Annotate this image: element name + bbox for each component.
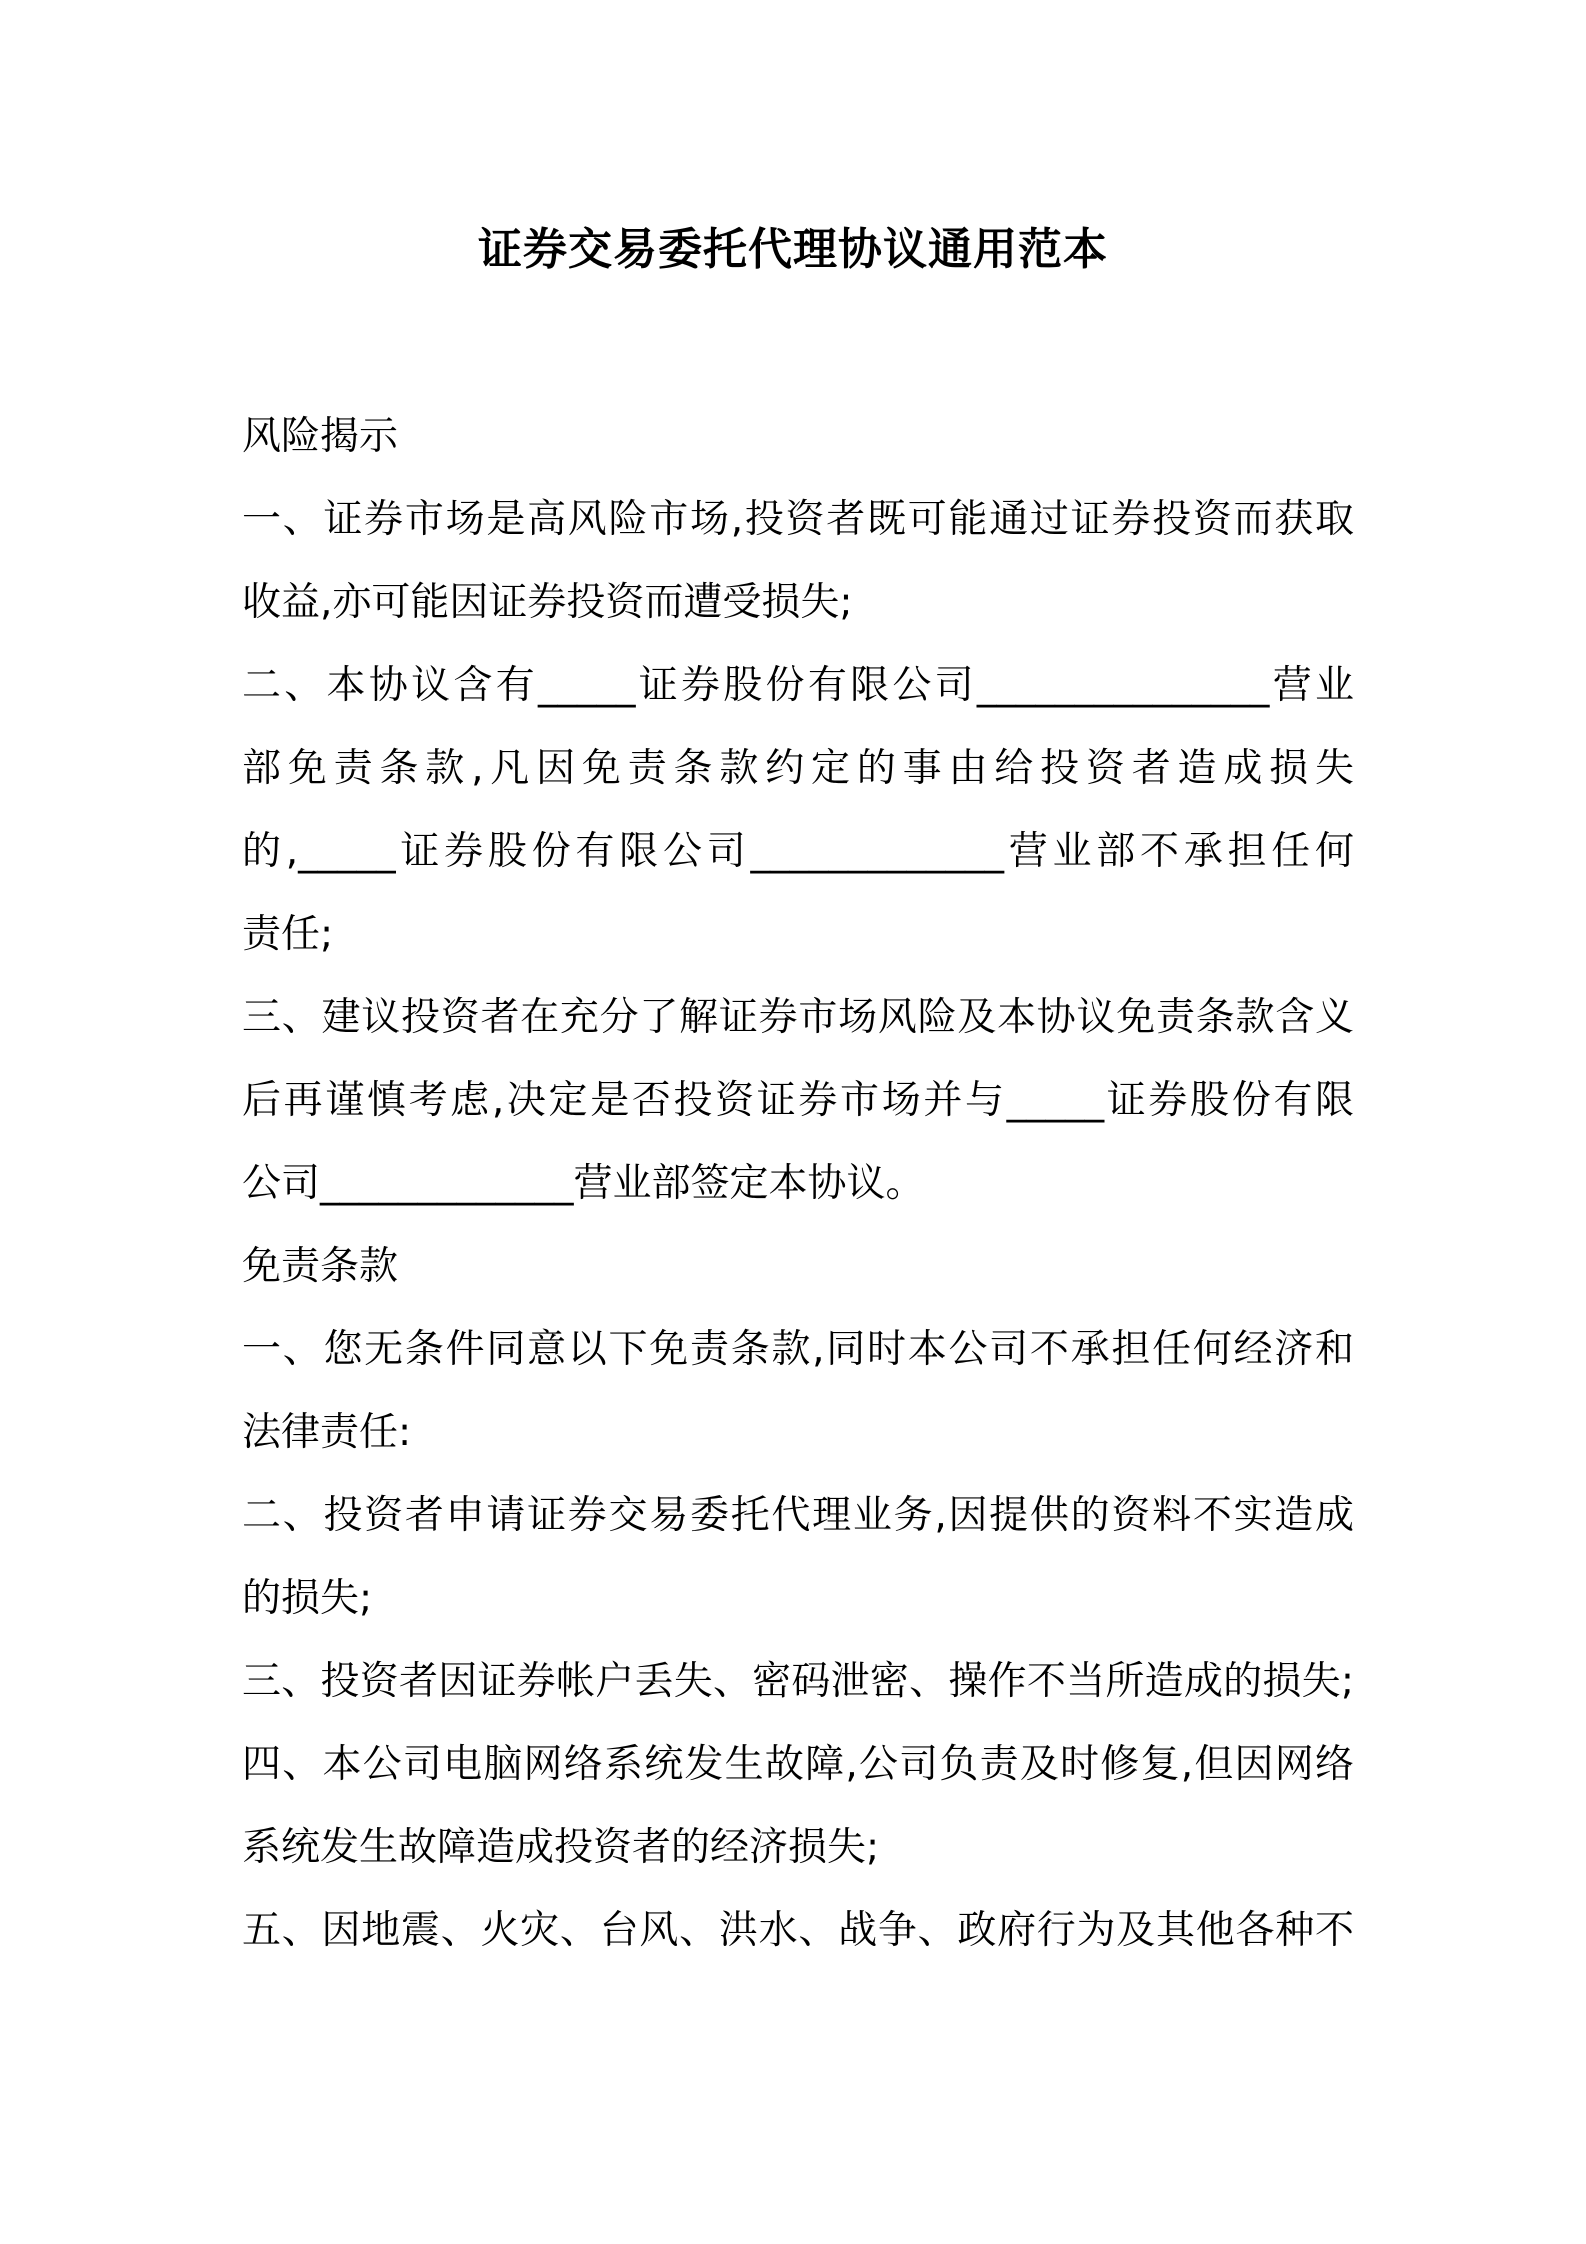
document-title: 证券交易委托代理协议通用范本 bbox=[478, 224, 1108, 275]
paragraph-line: 三、建议投资者在充分了解证券市场风险及本协议免责条款含义 bbox=[242, 995, 1354, 1040]
section-heading-disclaimer: 免责条款 bbox=[242, 1244, 399, 1289]
paragraph-line: 法律责任: bbox=[242, 1410, 412, 1455]
paragraph-line: 系统发生故障造成投资者的经济损失; bbox=[242, 1825, 880, 1870]
paragraph-line: 四、本公司电脑网络系统发生故障,公司负责及时修复,但因网络 bbox=[242, 1742, 1354, 1787]
section-heading-risk: 风险揭示 bbox=[242, 414, 399, 459]
paragraph-line: 二、本协议含有_____证券股份有限公司_______________营业 bbox=[242, 663, 1354, 708]
paragraph-line: 三、投资者因证券帐户丢失、密码泄密、操作不当所造成的损失; bbox=[242, 1659, 1354, 1704]
paragraph-line: 后再谨慎考虑,决定是否投资证券市场并与_____证券股份有限 bbox=[242, 1078, 1354, 1123]
document-body bbox=[242, 395, 1354, 1972]
paragraph-line: 收益,亦可能因证券投资而遭受损失; bbox=[242, 580, 853, 625]
paragraph-line: 二、投资者申请证券交易委托代理业务,因提供的资料不实造成 bbox=[242, 1493, 1354, 1538]
paragraph-line: 的,_____证券股份有限公司_____________营业部不承担任何 bbox=[242, 829, 1354, 874]
paragraph-line: 一、证券市场是高风险市场,投资者既可能通过证券投资而获取 bbox=[242, 497, 1354, 542]
paragraph-line: 五、因地震、火灾、台风、洪水、战争、政府行为及其他各种不 bbox=[242, 1908, 1354, 1953]
paragraph-line: 责任; bbox=[242, 912, 334, 957]
paragraph-line: 一、您无条件同意以下免责条款,同时本公司不承担任何经济和 bbox=[242, 1327, 1354, 1372]
paragraph-line: 部免责条款,凡因免责条款约定的事由给投资者造成损失 bbox=[242, 746, 1354, 791]
paragraph-line: 公司_____________营业部签定本协议。 bbox=[242, 1161, 925, 1206]
paragraph-line: 的损失; bbox=[242, 1576, 373, 1621]
